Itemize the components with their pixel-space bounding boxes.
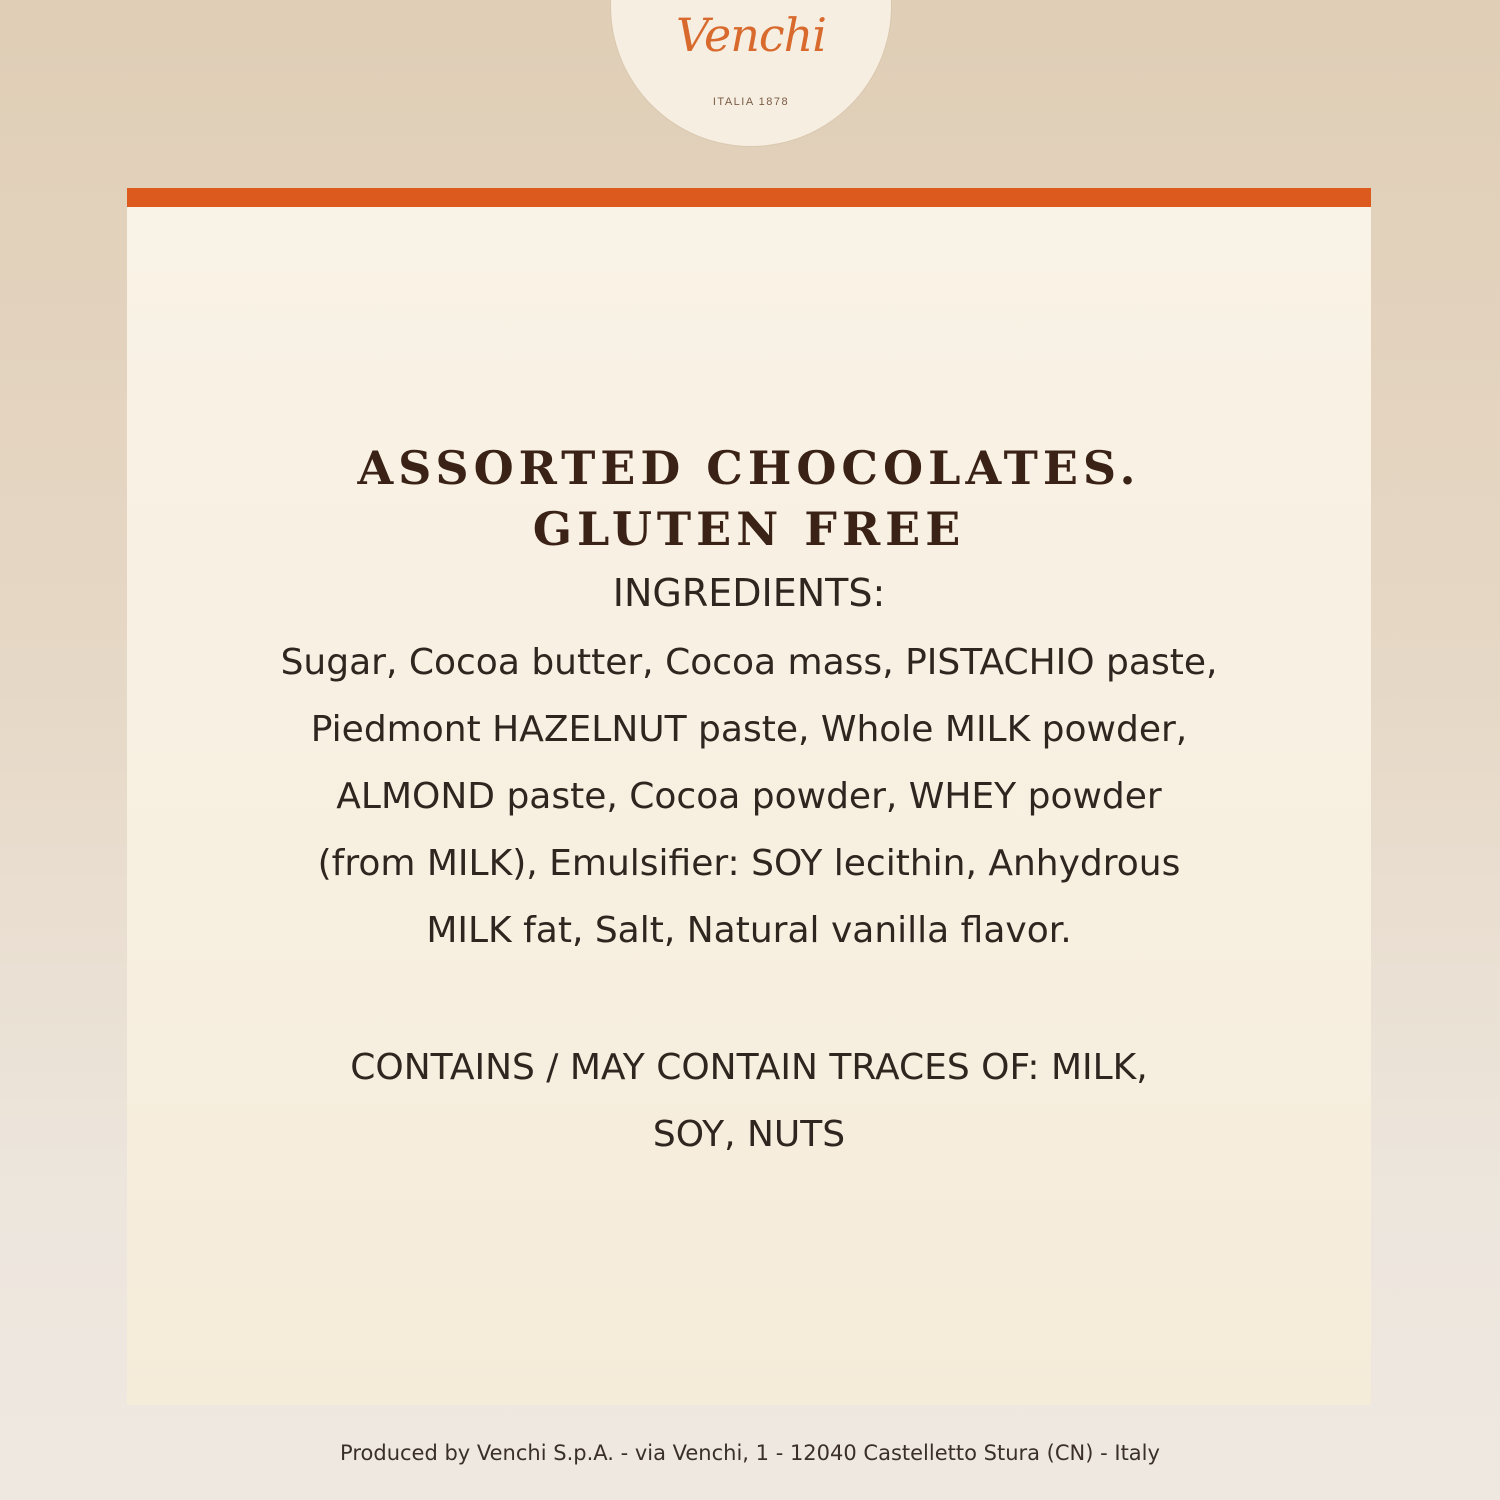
- brand-logo-wordmark: Venchi: [676, 8, 826, 62]
- allergen-statement: [127, 1034, 1371, 1168]
- product-title-line: ASSORTED CHOCOLATES.: [357, 441, 1141, 495]
- allergen-line: SOY, NUTS: [652, 1114, 846, 1155]
- ingredients-panel: [127, 188, 1371, 1405]
- ingredients-list: [127, 629, 1371, 964]
- producer-footer: Produced by Venchi S.p.A. - via Venchi, 1 - 12040 Castelletto Stura (CN) - Italy: [340, 1441, 1160, 1465]
- accent-bar: [127, 188, 1371, 207]
- product-title-line: GLUTEN FREE: [532, 502, 966, 556]
- ingredients-line: MILK fat, Salt, Natural vanilla flavor.: [426, 910, 1072, 951]
- allergen-line: CONTAINS / MAY CONTAIN TRACES OF: MILK,: [350, 1047, 1148, 1088]
- product-title: [127, 438, 1371, 560]
- ingredients-line: Piedmont HAZELNUT paste, Whole MILK powder,: [310, 709, 1188, 750]
- ingredients-line: ALMOND paste, Cocoa powder, WHEY powder: [336, 776, 1162, 817]
- ingredients-line: Sugar, Cocoa butter, Cocoa mass, PISTACHIO paste,: [280, 642, 1218, 683]
- brand-logo-badge: [611, 0, 891, 146]
- brand-logo-tagline: ITALIA 1878: [712, 96, 790, 108]
- ingredients-line: (from MILK), Emulsifier: SOY lecithin, Anhydrous: [317, 843, 1181, 884]
- ingredients-heading: INGREDIENTS:: [612, 571, 886, 615]
